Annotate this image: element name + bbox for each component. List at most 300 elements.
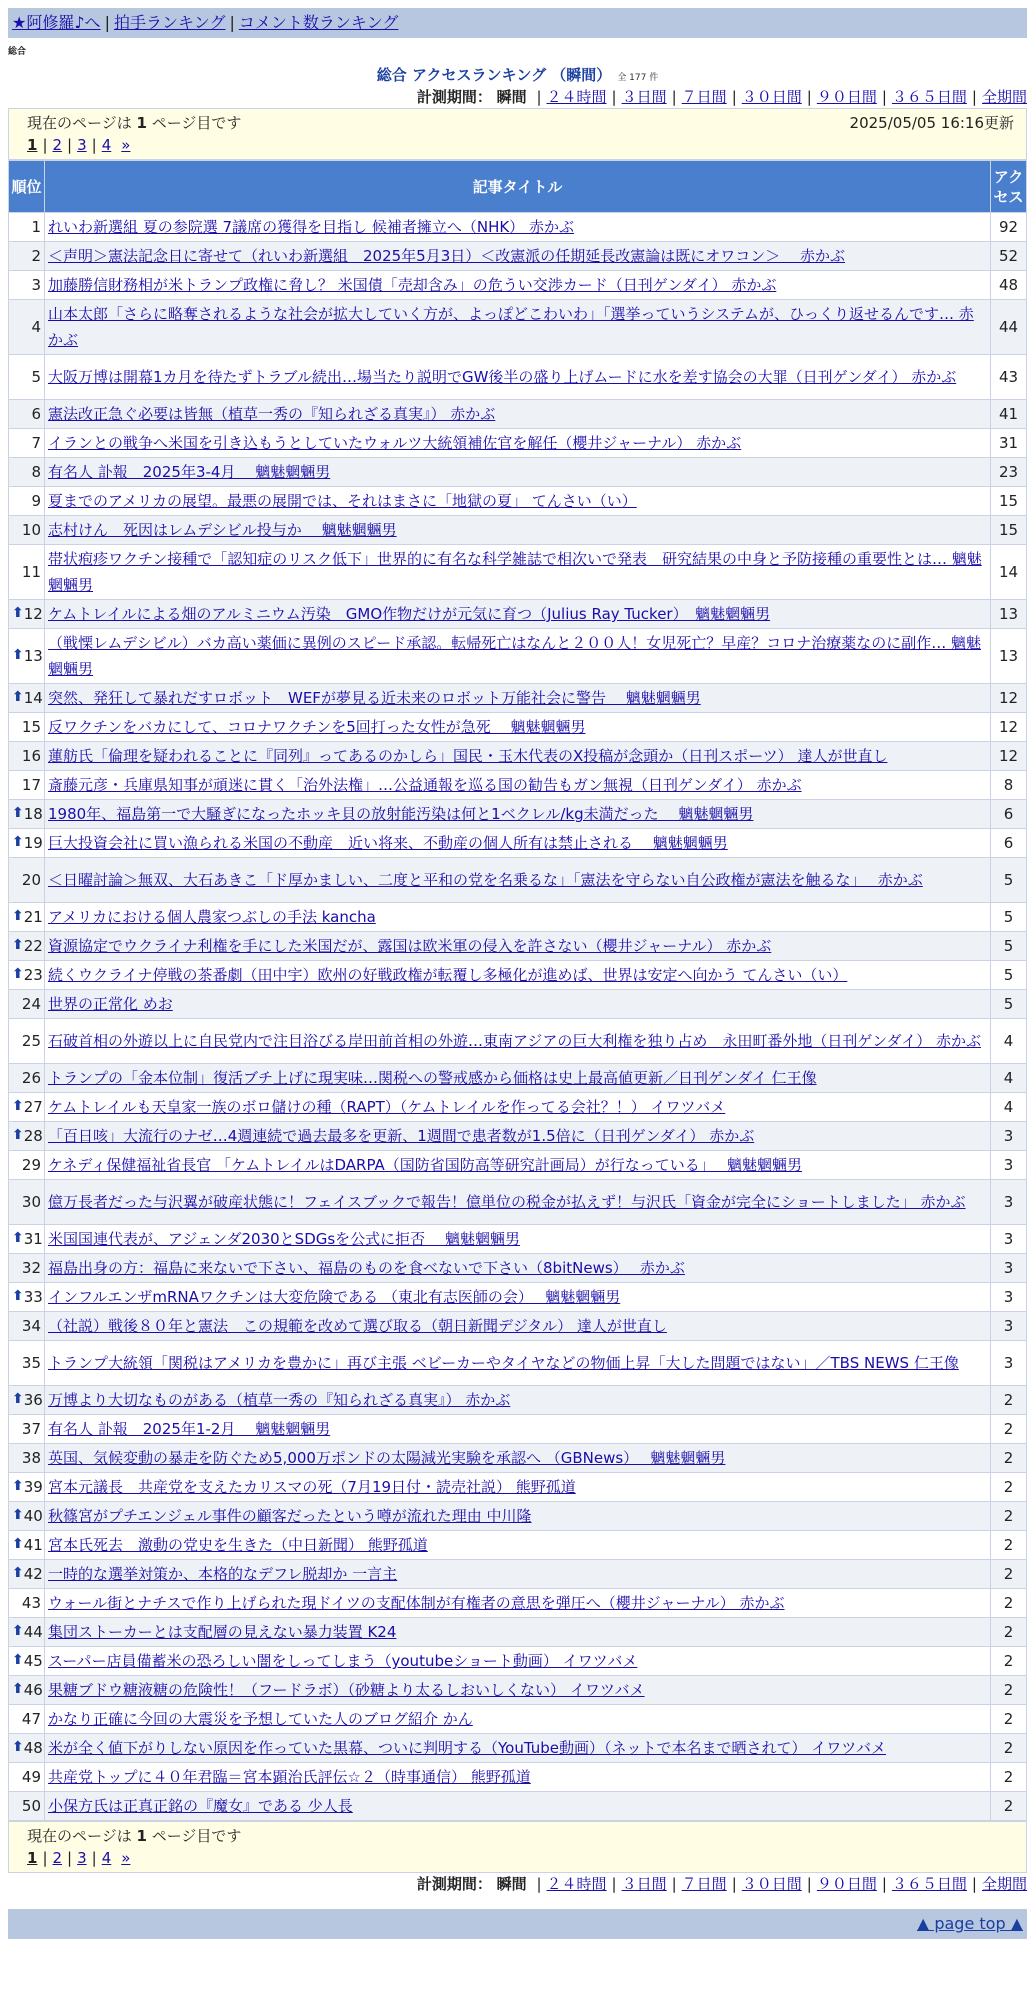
access-count: 3 <box>991 1254 1027 1283</box>
access-count: 2 <box>991 1792 1027 1821</box>
rank-cell <box>9 1444 45 1473</box>
period-current: 瞬間 <box>496 88 527 106</box>
title-cell <box>45 1705 991 1734</box>
table-row <box>9 1560 1027 1589</box>
rank-cell <box>9 1502 45 1531</box>
access-count: 5 <box>991 932 1027 961</box>
article-title-link[interactable]: 万博より大切なものがある（植草一秀の『知られざる真実』） 赤かぶ <box>48 1391 511 1409</box>
bottom-bar <box>8 1909 1027 1939</box>
rank-cell <box>9 1531 45 1560</box>
page-title <box>8 64 1027 86</box>
table-row <box>9 1589 1027 1618</box>
title-cell <box>45 429 991 458</box>
rank-number: 37 <box>21 1420 41 1438</box>
article-title-link[interactable]: ケネディ保健福祉省長官 「ケムトレイルはDARPA（国防省国防高等研究計画局）が行なっている」 魑魅魍魎男 <box>48 1156 803 1174</box>
pagination-top: 1 | 2 | 3 | 4 » <box>27 136 131 154</box>
period-option[interactable]: ２４時間 <box>546 1875 607 1893</box>
article-title-link[interactable]: 宮本元議長 共産党を支えたカリスマの死（7月19日付・読売社説） 熊野孤道 <box>48 1478 576 1496</box>
table-row <box>9 858 1027 903</box>
rank-cell <box>9 1122 45 1151</box>
table-row <box>9 1734 1027 1763</box>
header-title: 記事タイトル <box>45 161 991 213</box>
access-count: 6 <box>991 829 1027 858</box>
up-arrow-icon: ⬆ <box>12 1507 24 1523</box>
article-title-link[interactable]: （社説）戦後８０年と憲法 この規範を改めて選び取る（朝日新聞デジタル） 達人が世直し <box>48 1317 667 1335</box>
rank-number: 26 <box>21 1069 41 1087</box>
rank-number: 29 <box>21 1156 41 1174</box>
period-option[interactable]: 全期間 <box>981 1875 1027 1893</box>
period-option[interactable]: ３０日間 <box>741 1875 802 1893</box>
article-title-link[interactable]: ケムトレイルも天皇家一族のボロ儲けの種（RAPT）（ケムトレイルを作ってる会社？！） イワツバメ <box>48 1098 726 1116</box>
table-row <box>9 1618 1027 1647</box>
page-info-top <box>8 108 1027 160</box>
title-cell <box>45 1254 991 1283</box>
article-title-link[interactable]: ＜声明＞憲法記念日に寄せて（れいわ新選組 2025年5月3日）＜改憲派の任期延長改憲論は既にオワコン＞ 赤かぶ <box>48 247 846 265</box>
top-nav-bar: ★阿修羅♪へ | 拍手ランキング | コメント数ランキング <box>8 8 1027 38</box>
page-status-bottom: 現在のページは 1 ページ目です <box>27 1827 242 1845</box>
rank-number: 2 <box>31 247 41 265</box>
title-cell <box>45 858 991 903</box>
article-title-link[interactable]: 蓮舫氏「倫理を疑われることに『同列』ってあるのかしら」国民・玉木代表のX投稿が念頭か（日刊スポーツ） 達人が世直し <box>48 747 888 765</box>
rank-number: 20 <box>21 871 41 889</box>
up-arrow-icon: ⬆ <box>12 805 24 821</box>
title-cell <box>45 1676 991 1705</box>
rank-number: 19 <box>23 834 43 852</box>
table-row <box>9 1122 1027 1151</box>
up-arrow-icon: ⬆ <box>12 1739 24 1755</box>
rank-cell <box>9 1792 45 1821</box>
article-title-link[interactable]: 集団ストーカーとは支配層の見えない暴力装置 K24 <box>48 1623 397 1641</box>
article-title-link[interactable]: （戦慄レムデシビル）バカ高い薬価に異例のスピード承認。転帰死亡はなんと２００人！女児死亡？早産？コロナ治療薬なのに副作… 魑魅魍魎男 <box>48 634 981 678</box>
rank-cell <box>9 300 45 355</box>
article-title-link[interactable]: インフルエンザmRNAワクチンは大変危険である （東北有志医師の会） 魑魅魍魎男 <box>48 1288 621 1306</box>
next-page-link[interactable]: » <box>121 1849 131 1867</box>
rank-cell <box>9 1019 45 1064</box>
article-title-link[interactable]: 英国、気候変動の暴走を防ぐため5,000万ポンドの太陽減光実験を承認へ （GBNews） 魑魅魍魎男 <box>48 1449 726 1467</box>
period-option[interactable]: ２４時間 <box>546 88 607 106</box>
table-row <box>9 1341 1027 1386</box>
article-title-link[interactable]: トランプの「金本位制」復活ブチ上げに現実味…関税への警戒感から価格は史上最高値更新／日刊ゲンダイ 仁王像 <box>48 1069 817 1087</box>
title-cell <box>45 629 991 684</box>
rank-number: 31 <box>23 1230 43 1248</box>
title-cell <box>45 1225 991 1254</box>
title-cell <box>45 1341 991 1386</box>
article-title-link[interactable]: 秋篠宮がプチエンジェル事件の顧客だったという噂が流れた理由 中川隆 <box>48 1507 532 1525</box>
access-count: 13 <box>991 600 1027 629</box>
title-cell <box>45 932 991 961</box>
article-title-link[interactable]: 果糖ブドウ糖液糖の危険性！（フードラボ）（砂糖より太るしおいしくない） イワツバメ <box>48 1681 645 1699</box>
period-option[interactable]: ７日間 <box>681 88 727 106</box>
table-row <box>9 1502 1027 1531</box>
table-row <box>9 932 1027 961</box>
rank-number: 30 <box>21 1193 41 1211</box>
page-link[interactable]: 3 <box>77 1849 87 1867</box>
rank-cell <box>9 355 45 400</box>
title-cell <box>45 271 991 300</box>
title-cell <box>45 1122 991 1151</box>
access-count: 13 <box>991 629 1027 684</box>
access-count: 15 <box>991 516 1027 545</box>
table-row <box>9 1386 1027 1415</box>
access-count: 5 <box>991 858 1027 903</box>
up-arrow-icon: ⬆ <box>12 689 24 705</box>
access-count: 44 <box>991 300 1027 355</box>
home-link[interactable]: ★阿修羅♪へ <box>12 13 101 32</box>
rank-cell <box>9 1763 45 1792</box>
table-row <box>9 961 1027 990</box>
title-cell <box>45 1763 991 1792</box>
title-cell <box>45 300 991 355</box>
rank-cell <box>9 545 45 600</box>
rank-cell <box>9 961 45 990</box>
rank-number: 34 <box>21 1317 41 1335</box>
access-count: 2 <box>991 1502 1027 1531</box>
rank-number: 39 <box>23 1478 43 1496</box>
access-count: 2 <box>991 1531 1027 1560</box>
article-title-link[interactable]: 突然、発狂して暴れだすロボット WEFが夢見る近未来のロボット万能社会に警告 魑魅魍魎男 <box>48 689 701 707</box>
access-count: 6 <box>991 800 1027 829</box>
rank-number: 35 <box>21 1354 41 1372</box>
article-title-link[interactable]: 共産党トップに４０年君臨＝宮本顕治氏評伝☆２（時事通信） 熊野孤道 <box>48 1768 531 1786</box>
article-title-link[interactable]: 続くウクライナ停戦の茶番劇（田中宇）欧州の好戦政権が転覆し多極化が進めば、世界は安定へ向かう てんさい（い） <box>48 966 848 984</box>
title-cell <box>45 242 991 271</box>
article-title-link[interactable]: 小保方氏は正真正銘の『魔女』である 少人長 <box>48 1797 353 1815</box>
table-row <box>9 213 1027 242</box>
period-option[interactable]: 全期間 <box>981 88 1027 106</box>
rank-cell <box>9 1589 45 1618</box>
up-arrow-icon: ⬆ <box>12 908 24 924</box>
title-cell <box>45 600 991 629</box>
rank-cell <box>9 1676 45 1705</box>
rank-number: 49 <box>21 1768 41 1786</box>
up-arrow-icon: ⬆ <box>12 605 24 621</box>
article-title-link[interactable]: 石破首相の外遊以上に自民党内で注目浴びる岸田前首相の外遊…東南アジアの巨大利権を独り占め 永田町番外地（日刊ゲンダイ） 赤かぶ <box>48 1032 981 1050</box>
table-row <box>9 487 1027 516</box>
rank-number: 28 <box>23 1127 43 1145</box>
access-count: 12 <box>991 684 1027 713</box>
rank-number: 45 <box>23 1652 43 1670</box>
rank-number: 25 <box>21 1032 41 1050</box>
article-title-link[interactable]: 大阪万博は開幕1カ月を待たずトラブル続出…場当たり説明でGW後半の盛り上げムードに水を差す協会の大罪（日刊ゲンダイ） 赤かぶ <box>48 368 957 386</box>
access-count: 4 <box>991 1019 1027 1064</box>
page-top-link[interactable]: ▲ page top ▲ <box>916 1914 1023 1933</box>
up-arrow-icon: ⬆ <box>12 1478 24 1494</box>
title-cell <box>45 1473 991 1502</box>
article-title-link[interactable]: 宮本氏死去 激動の党史を生きた（中日新聞） 熊野孤道 <box>48 1536 428 1554</box>
rank-number: 41 <box>23 1536 43 1554</box>
rank-cell <box>9 600 45 629</box>
table-row <box>9 242 1027 271</box>
rank-cell <box>9 1560 45 1589</box>
access-count: 3 <box>991 1283 1027 1312</box>
up-arrow-icon: ⬆ <box>12 937 24 953</box>
article-title-link[interactable]: 有名人 訃報 2025年1-2月 魑魅魍魎男 <box>48 1420 331 1438</box>
rank-cell <box>9 1312 45 1341</box>
title-cell <box>45 1415 991 1444</box>
rank-cell <box>9 1386 45 1415</box>
rank-number: 38 <box>21 1449 41 1467</box>
access-count: 5 <box>991 990 1027 1019</box>
title-cell <box>45 742 991 771</box>
up-arrow-icon: ⬆ <box>12 1623 24 1639</box>
rank-cell <box>9 429 45 458</box>
access-count: 12 <box>991 713 1027 742</box>
table-row <box>9 1225 1027 1254</box>
page-link[interactable]: 4 <box>101 136 112 154</box>
access-count: 8 <box>991 771 1027 800</box>
title-cell <box>45 1019 991 1064</box>
title-cell <box>45 903 991 932</box>
title-cell <box>45 1560 991 1589</box>
page-link[interactable]: 2 <box>52 136 63 154</box>
updated-time: 2025/05/05 16:16更新 <box>849 114 1014 132</box>
rank-cell <box>9 1283 45 1312</box>
article-title-link[interactable]: 夏までのアメリカの展望。最悪の展開では、それはまさに「地獄の夏」 てんさい（い） <box>48 492 637 510</box>
table-row <box>9 545 1027 600</box>
rank-number: 47 <box>21 1710 41 1728</box>
article-title-link[interactable]: 有名人 訃報 2025年3-4月 魑魅魍魎男 <box>48 463 331 481</box>
header-rank: 順位 <box>9 161 45 213</box>
table-row <box>9 600 1027 629</box>
period-option[interactable]: ３日間 <box>621 88 667 106</box>
article-title-link[interactable]: 憲法改正急ぐ必要は皆無（植草一秀の『知られざる真実』） 赤かぶ <box>48 405 496 423</box>
table-row <box>9 400 1027 429</box>
title-cell <box>45 1734 991 1763</box>
table-row <box>9 1151 1027 1180</box>
table-row <box>9 800 1027 829</box>
table-row <box>9 1180 1027 1225</box>
page-current: 1 <box>27 1849 38 1867</box>
access-count: 41 <box>991 400 1027 429</box>
table-row <box>9 1093 1027 1122</box>
table-row <box>9 771 1027 800</box>
rank-cell <box>9 1415 45 1444</box>
rank-number: 10 <box>21 521 41 539</box>
table-row <box>9 355 1027 400</box>
access-count: 2 <box>991 1676 1027 1705</box>
ranking-title-text: 総合 アクセスランキング （瞬間） <box>376 66 612 84</box>
article-title-link[interactable]: 億万長者だった与沢翼が破産状態に！フェイスブックで報告！億単位の税金が払えず！与沢氏「資金が完全にショートしました」 赤かぶ <box>48 1193 966 1211</box>
period-option[interactable]: ７日間 <box>681 1875 727 1893</box>
period-option[interactable]: ９０日間 <box>816 1875 877 1893</box>
rank-number: 12 <box>23 605 43 623</box>
article-title-link[interactable]: 米が全く値下がりしない原因を作っていた黒幕、ついに判明する（YouTube動画）（ネットで本名まで晒されて） イワツバメ <box>48 1739 886 1757</box>
title-cell <box>45 990 991 1019</box>
access-count: 2 <box>991 1473 1027 1502</box>
table-row <box>9 1676 1027 1705</box>
article-title-link[interactable]: スーパー店員備蓄米の恐ろしい闇をしってしまう（youtubeショート動画） イワツバメ <box>48 1652 638 1670</box>
applause-ranking-link[interactable]: 拍手ランキング <box>113 13 226 32</box>
title-cell <box>45 213 991 242</box>
article-title-link[interactable]: 米国国連代表が、アジェンダ2030とSDGsを公式に拒否 魑魅魍魎男 <box>48 1230 520 1248</box>
rank-number: 21 <box>23 908 43 926</box>
table-row <box>9 713 1027 742</box>
page-status: 現在のページは 1 ページ目です <box>27 114 242 132</box>
rank-number: 1 <box>31 218 41 236</box>
rank-number: 32 <box>21 1259 41 1277</box>
table-row <box>9 1473 1027 1502</box>
page-current: 1 <box>27 136 38 154</box>
table-row <box>9 429 1027 458</box>
rank-cell <box>9 858 45 903</box>
access-count: 43 <box>991 355 1027 400</box>
rank-cell <box>9 903 45 932</box>
title-cell <box>45 1444 991 1473</box>
title-cell <box>45 1180 991 1225</box>
article-title-link[interactable]: 「百日咳」大流行のナゼ…4週連続で過去最多を更新、1週間で患者数が1.5倍に（日刊ゲンダイ） 赤かぶ <box>48 1127 755 1145</box>
rank-cell <box>9 1734 45 1763</box>
rank-number: 7 <box>31 434 41 452</box>
article-title-link[interactable]: 志村けん 死因はレムデシビル投与か 魑魅魍魎男 <box>48 521 397 539</box>
access-count: 2 <box>991 1705 1027 1734</box>
table-row <box>9 458 1027 487</box>
pagination-bottom: 1 | 2 | 3 | 4 » <box>27 1849 131 1867</box>
rank-cell <box>9 1151 45 1180</box>
up-arrow-icon: ⬆ <box>12 1288 24 1304</box>
article-title-link[interactable]: 1980年、福島第一で大騒ぎになったホッキ貝の放射能汚染は何と1ベクレル/kg未満だった 魑魅魍魎男 <box>48 805 754 823</box>
access-count: 14 <box>991 545 1027 600</box>
up-arrow-icon: ⬆ <box>12 1652 24 1668</box>
page-link[interactable]: 3 <box>77 136 87 154</box>
article-title-link[interactable]: 一時的な選挙対策か、本格的なデフレ脱却か 一言主 <box>48 1565 398 1583</box>
access-count: 4 <box>991 1064 1027 1093</box>
period-selector-top: 計測期間： 瞬間 | ２４時間 | ３日間 | ７日間 | ３０日間 | ９０日間 | ３６５日間 | 全期間 <box>416 88 1027 106</box>
article-title-link[interactable]: ウォール街とナチスで作り上げられた現ドイツの支配体制が有権者の意思を弾圧へ（櫻井ジャーナル） 赤かぶ <box>48 1594 785 1612</box>
article-title-link[interactable]: 加藤勝信財務相が米トランプ政権に脅し？ 米国債「売却含み」の危うい交渉カード（日刊ゲンダイ） 赤かぶ <box>48 276 777 294</box>
access-count: 2 <box>991 1763 1027 1792</box>
period-label: 計測期間： <box>416 88 492 106</box>
article-title-link[interactable]: ＜日曜討論＞無双、大石あきこ「ド厚かましい、二度と平和の党を名乗るな」「憲法を守らない自公政権が憲法を触るな」 赤かぶ <box>48 871 923 889</box>
rank-cell <box>9 932 45 961</box>
title-cell <box>45 400 991 429</box>
access-count: 5 <box>991 903 1027 932</box>
access-count: 3 <box>991 1312 1027 1341</box>
rank-cell <box>9 829 45 858</box>
title-cell <box>45 1531 991 1560</box>
rank-cell <box>9 1225 45 1254</box>
article-title-link[interactable]: アメリカにおける個人農家つぶしの手法 kancha <box>48 908 376 926</box>
title-cell <box>45 961 991 990</box>
access-count: 3 <box>991 1341 1027 1386</box>
rank-number: 15 <box>21 718 41 736</box>
access-count: 4 <box>991 1093 1027 1122</box>
table-row <box>9 1064 1027 1093</box>
rank-number: 44 <box>23 1623 43 1641</box>
rank-number: 16 <box>21 747 41 765</box>
total-count: 全 177 件 <box>617 73 659 83</box>
page-link[interactable]: 4 <box>101 1849 112 1867</box>
period-selector-bottom: 計測期間： 瞬間 | ２４時間 | ３日間 | ７日間 | ３０日間 | ９０日間 | ３６５日間 | 全期間 <box>416 1875 1027 1893</box>
rank-number: 9 <box>31 492 41 510</box>
access-count: 3 <box>991 1151 1027 1180</box>
rank-number: 6 <box>31 405 41 423</box>
rank-number: 4 <box>31 318 41 336</box>
period-option[interactable]: ３６５日間 <box>891 1875 967 1893</box>
access-count: 2 <box>991 1647 1027 1676</box>
period-option[interactable]: ３６５日間 <box>891 88 967 106</box>
access-count: 3 <box>991 1122 1027 1151</box>
rank-number: 40 <box>23 1507 43 1525</box>
table-row <box>9 1763 1027 1792</box>
title-cell <box>45 1502 991 1531</box>
article-title-link[interactable]: れいわ新選組 夏の参院選 7議席の獲得を目指し 候補者擁立へ（NHK） 赤かぶ <box>48 218 574 236</box>
access-count: 12 <box>991 742 1027 771</box>
rank-number: 50 <box>21 1797 41 1815</box>
article-title-link[interactable]: トランプ大統領「関税はアメリカを豊かに」再び主張 ベビーカーやタイヤなどの物価上昇「大した問題ではない」／TBS NEWS 仁王像 <box>48 1354 959 1372</box>
article-title-link[interactable]: イランとの戦争へ米国を引き込もうとしていたウォルツ大統領補佐官を解任（櫻井ジャーナル） 赤かぶ <box>48 434 742 452</box>
article-title-link[interactable]: ケムトレイルによる畑のアルミニウム汚染 GMO作物だけが元気に育つ（Julius Ray Tucker） 魑魅魍魎男 <box>48 605 771 623</box>
rank-number: 11 <box>21 563 41 581</box>
rank-number: 14 <box>23 689 43 707</box>
table-row <box>9 1444 1027 1473</box>
access-count: 2 <box>991 1444 1027 1473</box>
article-title-link[interactable]: 反ワクチンをバカにして、コロナワクチンを5回打った女性が急死 魑魅魍魎男 <box>48 718 586 736</box>
article-title-link[interactable]: 帯状疱疹ワクチン接種で「認知症のリスク低下」世界的に有名な科学雑誌で相次いで発表 研究結果の中身と予防接種の重要性とは… 魑魅魍魎男 <box>48 550 982 594</box>
up-arrow-icon: ⬆ <box>12 1098 24 1114</box>
period-option[interactable]: ３０日間 <box>741 88 802 106</box>
page-link[interactable]: 2 <box>52 1849 63 1867</box>
article-title-link[interactable]: 巨大投資会社に買い漁られる米国の不動産 近い将来、不動産の個人所有は禁止される 魑魅魍魎男 <box>48 834 728 852</box>
article-title-link[interactable]: 斎藤元彦・兵庫県知事が頑迷に貫く「治外法権」…公益通報を巡る国の勧告もガン無視（日刊ゲンダイ） 赤かぶ <box>48 776 802 794</box>
header-count: アクセス <box>991 161 1027 213</box>
article-title-link[interactable]: 世界の正常化 めお <box>48 995 173 1013</box>
rank-cell <box>9 990 45 1019</box>
title-cell <box>45 829 991 858</box>
rank-cell <box>9 771 45 800</box>
table-row <box>9 1647 1027 1676</box>
access-count: 2 <box>991 1386 1027 1415</box>
article-title-link[interactable]: 資源協定でウクライナ利権を手にした米国だが、露国は欧米軍の侵入を許さない（櫻井ジャーナル） 赤かぶ <box>48 937 772 955</box>
period-option[interactable]: ３日間 <box>621 1875 667 1893</box>
article-title-link[interactable]: 福島出身の方：福島に来ないで下さい、福島のものを食べないで下さい（8bitNews） 赤かぶ <box>48 1259 685 1277</box>
rank-cell <box>9 458 45 487</box>
article-title-link[interactable]: 山本太郎「さらに略奪されるような社会が拡大していく方が、よっぽどこわいわ」「選挙っていうシステムが、ひっくり返せるんです… 赤かぶ <box>48 305 974 349</box>
title-cell <box>45 684 991 713</box>
rank-cell <box>9 213 45 242</box>
rank-cell <box>9 1093 45 1122</box>
access-count: 3 <box>991 1180 1027 1225</box>
rank-number: 33 <box>23 1288 43 1306</box>
table-row <box>9 1283 1027 1312</box>
rank-cell <box>9 800 45 829</box>
rank-number: 46 <box>23 1681 43 1699</box>
table-row <box>9 629 1027 684</box>
next-page-link[interactable]: » <box>121 136 131 154</box>
title-cell <box>45 800 991 829</box>
title-cell <box>45 1093 991 1122</box>
rank-cell <box>9 1473 45 1502</box>
table-row <box>9 1531 1027 1560</box>
up-arrow-icon: ⬆ <box>12 1681 24 1697</box>
rank-number: 8 <box>31 463 41 481</box>
page-info-bottom <box>8 1821 1027 1873</box>
access-count: 23 <box>991 458 1027 487</box>
title-cell <box>45 1312 991 1341</box>
access-count: 3 <box>991 1225 1027 1254</box>
up-arrow-icon: ⬆ <box>12 1565 24 1581</box>
up-arrow-icon: ⬆ <box>12 1230 24 1246</box>
rank-cell <box>9 629 45 684</box>
comment-ranking-link[interactable]: コメント数ランキング <box>238 13 399 32</box>
period-option[interactable]: ９０日間 <box>816 88 877 106</box>
rank-number: 42 <box>23 1565 43 1583</box>
access-count: 15 <box>991 487 1027 516</box>
access-count: 31 <box>991 429 1027 458</box>
up-arrow-icon: ⬆ <box>12 647 24 663</box>
article-title-link[interactable]: かなり正確に今回の大震災を予想していた人のブログ紹介 かん <box>48 1710 473 1728</box>
access-count: 48 <box>991 271 1027 300</box>
table-row <box>9 1705 1027 1734</box>
